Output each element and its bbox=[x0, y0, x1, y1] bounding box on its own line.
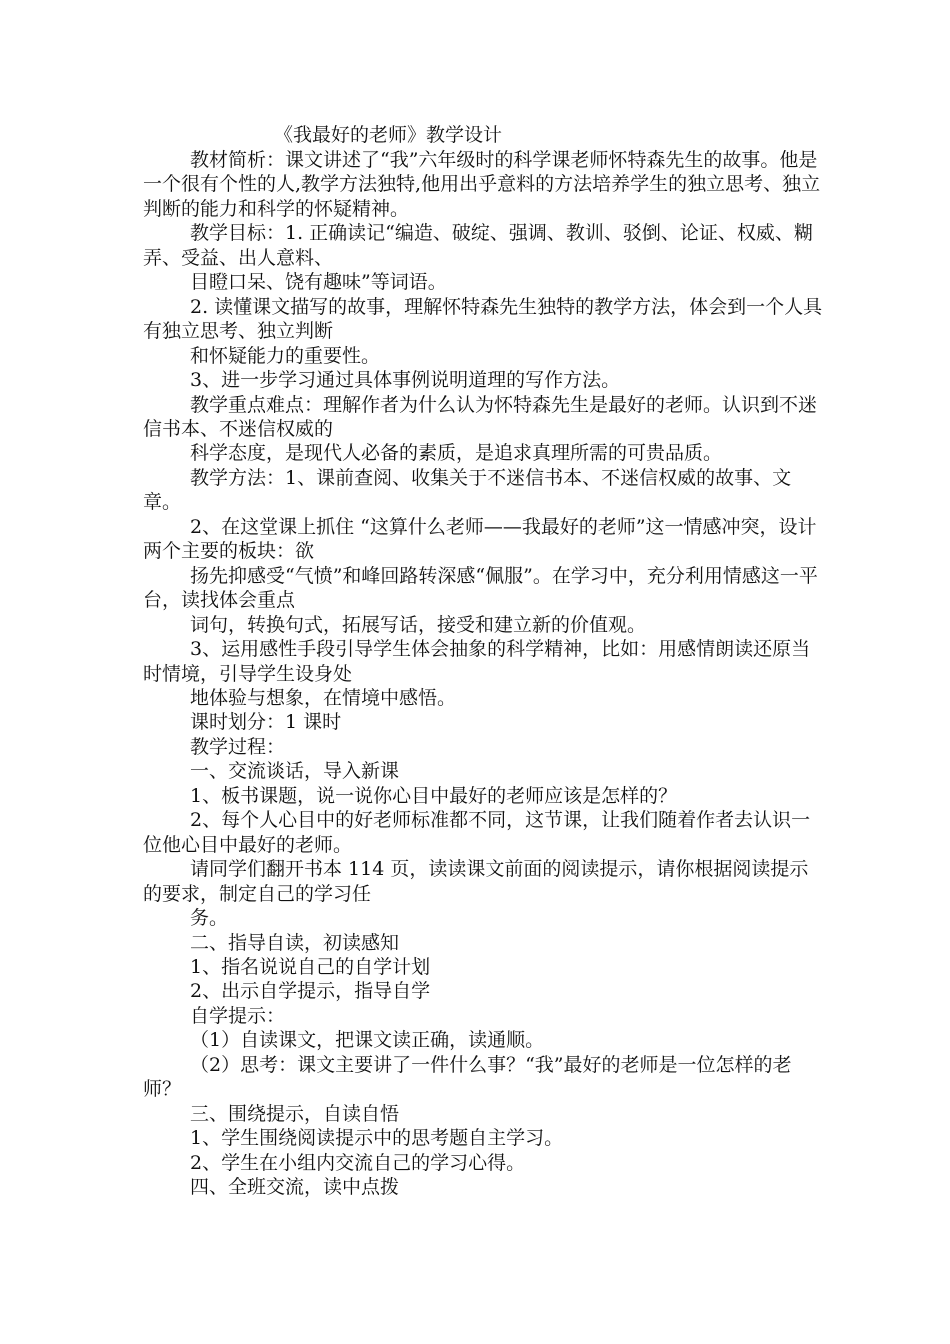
paragraph: 2、出示自学提示，指导自学 bbox=[190, 980, 431, 1003]
paragraph: 地体验与想象，在情境中感悟。 bbox=[190, 686, 457, 709]
paragraph: 教材简析：课文讲述了“我”六年级时的科学课老师怀特森先生的故事。他是一个很有个性的人,教学方法独特,他用出乎意料的方法培养学生的独立思考、独立判断的能力和科学的怀疑精神。 bbox=[143, 149, 821, 220]
paragraph: 目瞪口呆、饶有趣味”等词语。 bbox=[190, 271, 447, 294]
paragraph: （1）自读课文，把课文读正确，读通顺。 bbox=[190, 1029, 545, 1052]
paragraph: 务。 bbox=[190, 907, 229, 930]
paragraph: 词句，转换句式，拓展写话，接受和建立新的价值观。 bbox=[190, 613, 647, 636]
paragraph: 1、指名说说自己的自学计划 bbox=[190, 955, 431, 978]
paragraph: 请同学们翻开书本 114 页，读读课文前面的阅读提示，请你根据阅读提示的要求，制定自己的学习任 bbox=[143, 858, 809, 905]
paragraph: 教学方法：1、课前查阅、收集关于不迷信书本、不迷信权威的故事、文章。 bbox=[143, 466, 792, 514]
paragraph: 2、在这堂课上抓住 “这算什么老师——我最好的老师”这一情感冲突，设计两个主要的板块：欲 bbox=[143, 515, 817, 563]
paragraph: 一、交流谈话，导入新课 bbox=[190, 760, 400, 783]
paragraph: （2）思考：课文主要讲了一件什么事？“我”最好的老师是一位怎样的老师？ bbox=[143, 1053, 792, 1101]
paragraph: 2. 读懂课文描写的故事，理解怀特森先生独特的教学方法，体会到一个人具有独立思考、独立判断 bbox=[143, 295, 823, 343]
paragraph: 四、全班交流，读中点拨 bbox=[190, 1176, 400, 1199]
paragraph: 和怀疑能力的重要性。 bbox=[190, 344, 381, 367]
paragraph: 1、学生围绕阅读提示中的思考题自主学习。 bbox=[190, 1127, 564, 1150]
paragraph: 科学态度，是现代人必备的素质，是追求真理所需的可贵品质。 bbox=[190, 442, 723, 465]
paragraph: 自学提示： bbox=[190, 1004, 286, 1027]
document-title: 《我最好的老师》教学设计 bbox=[274, 124, 503, 146]
paragraph: 2、学生在小组内交流自己的学习心得。 bbox=[190, 1151, 526, 1174]
paragraph: 扬先抑感受“气愤”和峰回路转深感“佩服”。在学习中，充分利用情感这一平台，读找体会重点 bbox=[143, 564, 818, 612]
document-body bbox=[143, 148, 823, 1199]
paragraph: 课时划分：1 课时 bbox=[190, 711, 342, 734]
paragraph: 3、运用感性手段引导学生体会抽象的科学精神，比如：用感情朗读还原当时情境，引导学生设身处 bbox=[143, 638, 811, 685]
paragraph: 3、进一步学习通过具体事例说明道理的写作方法。 bbox=[190, 369, 621, 392]
paragraph: 教学过程： bbox=[190, 735, 286, 758]
paragraph: 三、围绕提示，自读自悟 bbox=[190, 1102, 400, 1125]
paragraph: 教学重点难点：理解作者为什么认为怀特森先生是最好的老师。认识到不迷信书本、不迷信权威的 bbox=[143, 393, 818, 440]
paragraph: 1、板书课题，说一说你心目中最好的老师应该是怎样的？ bbox=[190, 784, 678, 807]
paragraph: 教学目标：1. 正确读记“编造、破绽、强调、教训、驳倒、论证、权威、糊弄、受益、出人意料、 bbox=[143, 222, 813, 269]
paragraph: 二、指导自读，初读感知 bbox=[190, 931, 400, 954]
paragraph: 2、每个人心目中的好老师标准都不同，这节课，让我们随着作者去认识一位他心目中最好的老师。 bbox=[143, 809, 811, 856]
